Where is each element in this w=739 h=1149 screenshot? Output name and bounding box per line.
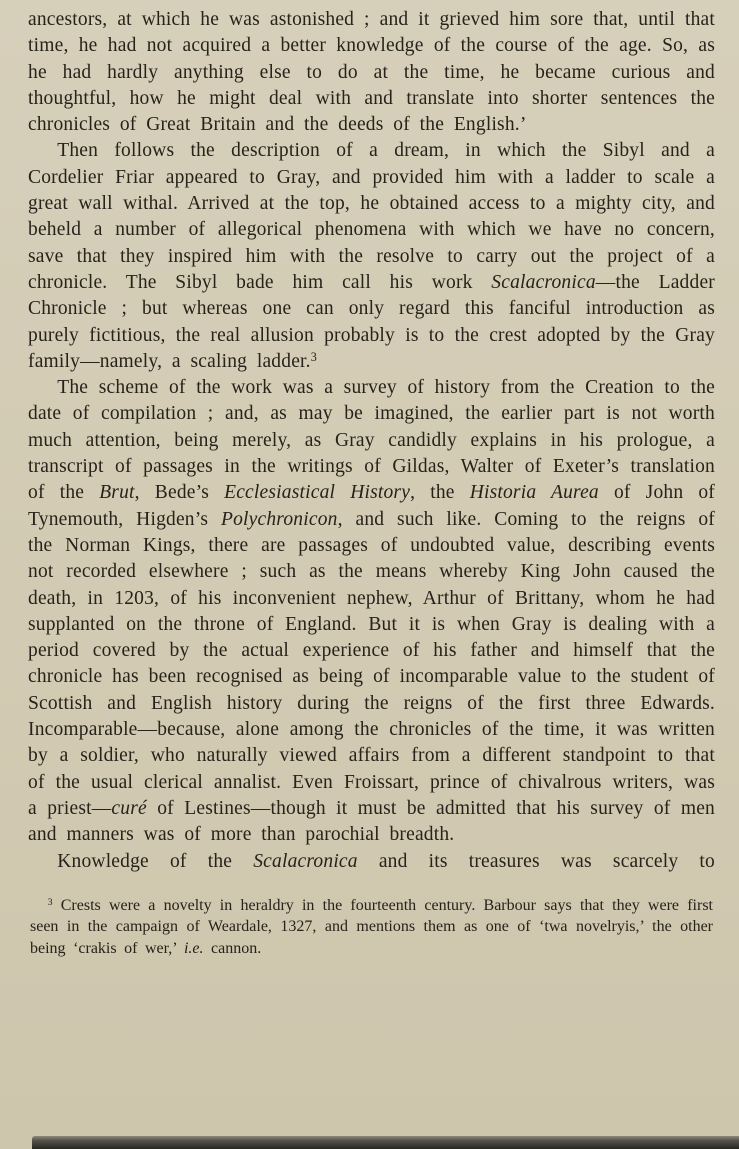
italic-text: Scalacronica — [253, 850, 358, 872]
text-run: Crests were a novelty in heraldry in the fourteenth century. Barbour says that they were first seen in the campaign of Weardale, 1327, and mentions them as one of ‘twa novelryis,’ the other being ‘crakis of wer,’ — [30, 896, 713, 957]
text-run: , Bede’s — [134, 482, 225, 504]
paragraph — [28, 849, 715, 875]
italic-text: Polychronicon — [220, 508, 338, 530]
text-run: The scheme of the work was a survey of history from the Creation to the date of compilation ; and, as may be imagined, the earlier part is not worth much attention, being merely, as Gray candidly explains in his prologue, a transcript of passages in the writings of Gildas, Walter of Exeter’s translation of the — [28, 377, 715, 504]
italic-text: Historia Aurea — [469, 482, 599, 504]
text-run: of Lestines—though it must be admitted that his survey of men and manners was of more than parochial breadth. — [28, 797, 715, 846]
italic-text: i.e. — [183, 939, 204, 957]
paragraph — [28, 7, 715, 138]
footnote-text — [30, 895, 713, 960]
footnote — [0, 895, 739, 960]
text-run: —the Ladder Chronicle ; but whereas one can only regard this fanciful introduction as purely fictitious, the real allusion probably is to the crest adopted by the Gray family—namely, a scaling ladder. — [28, 271, 715, 372]
text-run: cannon. — [203, 939, 262, 957]
next-page-edge-shadow — [32, 1136, 739, 1149]
text-run: Then follows the description of a dream, in which the Sibyl and a Cordelier Friar appeared to Gray, and provided him with a ladder to scale a great wall withal. Arrived at the top, he obtained access to a mighty city, and beheld a number of allegorical phenomena with which we have no concern, save that they inspired him with the resolve to carry out the project of a chronicle. The Sibyl bade him call his work — [28, 140, 715, 293]
footnote-reference: 3 — [310, 349, 317, 364]
footnote-reference: 3 — [47, 896, 53, 908]
text-run: and its treasures was scarcely to — [357, 850, 715, 872]
text-run: of John of Tynemouth, Higden’s — [28, 482, 715, 530]
italic-text: Scalacronica — [491, 271, 596, 293]
text-run: ancestors, at which he was astonished ; and it grieved him sore that, until that time, he had not acquired a better knowledge of the course of the age. So, as he had hardly anything else to do at the time, he became curious and thoughtful, how he might deal with and translate into shorter sentences the chronicles of Great Britain and the deeds of the English.’ — [28, 9, 715, 136]
text-run: , and such like. Coming to the reigns of the Norman Kings, there are passages of undoubted value, describing events not recorded elsewhere ; such as the means whereby King John caused the death, in 1203, of his inconvenient nephew, Arthur of Brittany, whom he had supplanted on the throne of England. But it is when Gray is dealing with a period covered by the actual experience of his father and himself that the chronicle has been recognised as being of incomparable value to the student of Scottish and English history during the reigns of the first three Edwards. Incomparable—because, alone among the chronicles of the time, it was written by a soldier, who naturally viewed affairs from a different standpoint to that of the usual clerical annalist. Even Froissart, prince of chivalrous writers, was a priest— — [28, 508, 715, 819]
paragraph — [28, 375, 715, 848]
italic-text: Brut — [99, 482, 135, 504]
italic-text: Ecclesiastical History — [224, 482, 411, 504]
text-run: , the — [410, 482, 470, 504]
italic-text: curé — [111, 797, 147, 819]
paragraph — [28, 138, 715, 375]
text-run: Knowledge of the — [57, 850, 254, 872]
